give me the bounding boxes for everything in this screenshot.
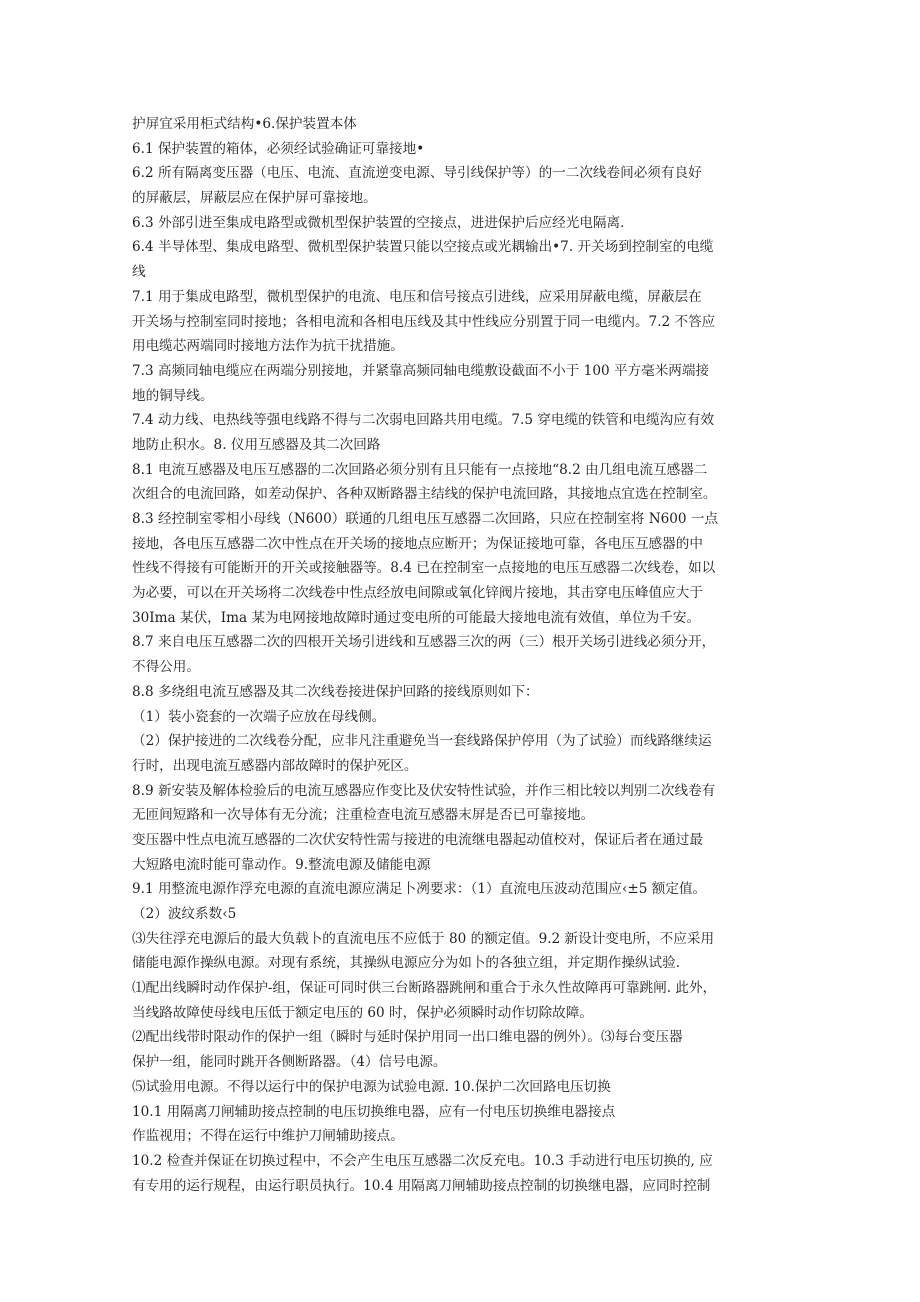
text-line: 6.3 外部引进至集成电路型或微机型保护装置的空接点，进进保护后应经光电隔离.: [132, 214, 625, 231]
text-line: 7.4 动力线、电热线等强电线路不得与二次弱电回路共用电缆。7.5 穿电缆的铁管和电缆沟应有效: [132, 412, 715, 429]
text-line: （2）波纹系数‹5: [132, 906, 237, 922]
text-line: 30Ima 某伏，Ima 某为电网接地故障时通过变电所的可能最大接地电流有效值，单位为千安。: [132, 609, 701, 626]
text-line: 线: [132, 264, 146, 281]
text-line: 无匝间短路和一次导体有无分流；注重检查电流互感器末屏是否已可靠接地。: [132, 807, 595, 824]
text-line: 大短路电流时能可靠动作。9.整流电源及储能电源: [132, 856, 431, 873]
text-line: 当线路故障使母线电压低于额定电压的 60 时，保护必须瞬时动作切除故障。: [132, 1004, 593, 1021]
text-line: 接地，各电压互感器二次中性点在开关场的接地点应断开；为保证接地可靠，各电压互感器的中: [132, 535, 703, 552]
text-line: 地的铜导线。: [132, 387, 214, 404]
text-line: 次组合的电流回路，如差动保护、各种双断路器主结线的保护电流回路，其接地点宜选在控制室。: [132, 486, 717, 503]
text-line: （1）装小瓷套的一次端子应放在母线侧。: [132, 708, 386, 725]
text-line: ⑴配出线瞬时动作保护-组，保证可同时供三台断路器跳闸和重合于永久性故障再可靠跳闸. 此外，: [132, 980, 717, 997]
text-line: 性线不得接有可能断开的开关或接触器等。8.4 已在控制室一点接地的电压互感器二次线卷，如以: [132, 560, 716, 577]
text-line: 8.9 新安装及解体检验后的电流互感器应作变比及伏安特性试验，并作三相比较以判别二次线卷有: [132, 782, 716, 799]
text-line: （2）保护接进的二次线卷分配，应非凡注重避免当一套线路保护停用（为了试验）而线路继续运: [132, 733, 712, 750]
text-line: 为必要，可以在开关场将二次线卷中性点经放电间隙或氧化锌阀片接地，其击穿电压峰值应大于: [132, 585, 703, 602]
text-line: 变压器中性点电流互感器的二次伏安特性需与接进的电流继电器起动值校对，保证后者在通过最: [132, 831, 703, 848]
text-line: 地防止积水。8. 仪用互感器及其二次回路: [132, 436, 381, 453]
text-line: 7.3 高频同轴电缆应在两端分别接地，并紧靠高频同轴电缆敷设截面不小于 100 平方毫米两端接: [132, 362, 710, 379]
text-line: 作监视用；不得在运行中维护刀闸辅助接点。: [132, 1128, 404, 1145]
text-line: 开关场与控制室同时接地；各相电流和各相电压线及其中性线应分别置于同一电缆内。7.2 不答应: [132, 313, 716, 330]
text-line: 7.1 用于集成电路型，微机型保护的电流、电压和信号接点引进线，应采用屏蔽电缆，屏蔽层在: [132, 288, 702, 305]
text-line: 护屏宜采用柜式结构•6.保护装置本体: [132, 116, 357, 132]
text-line: ⑶失往浮充电源后的最大负载卜的直流电压不应低于 80 的额定值。9.2 新设计变电所，不应采用: [132, 930, 715, 947]
text-line: 6.1 保护装置的箱体，必须经试验确证可靠接地•: [132, 140, 425, 157]
text-line: 8.3 经控制室零相小母线（N600）联通的几组电压互感器二次回路，只应在控制室将 N600 一点: [132, 511, 719, 527]
text-line: 8.8 多绕组电流互感器及其二次线卷接进保护回路的接线原则如下：: [132, 683, 539, 700]
text-line: 9.1 用整流电源作浮充电源的直流电源应满足卜冽要求：（1）直流电压波动范围应‹±5 额定值。: [132, 881, 707, 898]
text-line: 10.2 检查并保证在切换过程中，不会产生电压互感器二次反充电。10.3 手动进行电压切换的, 应: [132, 1152, 713, 1169]
text-line: 用电缆芯两端同时接地方法作为抗干扰措施。: [132, 338, 404, 355]
text-line: ⑵配出线带时限动作的保护一组（瞬时与延时保护用同一出口维电器的例外）。⑶每台变压器: [132, 1029, 683, 1046]
text-line: 8.1 电流互感器及电压互感器的二次回路必须分别有且只能有一点接地“8.2 由几组电流互感器二: [132, 461, 708, 478]
text-line: 10.1 用隔离刀闸辅助接点控制的电压切换维电器，应有一付电压切换维电器接点: [132, 1103, 616, 1120]
text-line: ⑸试验用电源。不得以运行中的保护电源为试验电源. 10.保护二次回路电压切换: [132, 1078, 611, 1095]
text-line: 8.7 来自电压互感器二次的四根开关场引进线和互感器三次的两（三）根开关场引进线必须分开，: [132, 634, 716, 651]
text-line: 的屏蔽层，屏蔽层应在保护屏可靠接地。: [132, 190, 377, 207]
text-line: 有专用的运行规程，由运行职员执行。10.4 用隔离刀闸辅助接点控制的切换继电器，应同时控制: [132, 1177, 711, 1194]
text-line: [132, 1198, 794, 1223]
text-line: 不得公用。: [132, 659, 200, 676]
text-line: 保护一组，能同时跳开各侧断路器。（4）信号电源。: [132, 1054, 447, 1071]
text-line: 储能电源作操纵电源。对现有系统，其操纵电源应分为如卜的各独立组，并定期作操纵试验.: [132, 955, 681, 972]
text-line: 行时，出现电流互感器内部故障时的保护死区。: [132, 757, 418, 774]
text-line: 6.2 所有隔离变压器（电压、电流、直流逆变电源、导引线保护等）的一二次线卷间必须有良好: [132, 165, 702, 182]
document-body: [132, 112, 794, 1223]
text-line: 6.4 半导体型、集成电路型、微机型保护装置只能以空接点或光耦输出•7. 开关场到控制室的电缆: [132, 239, 714, 256]
